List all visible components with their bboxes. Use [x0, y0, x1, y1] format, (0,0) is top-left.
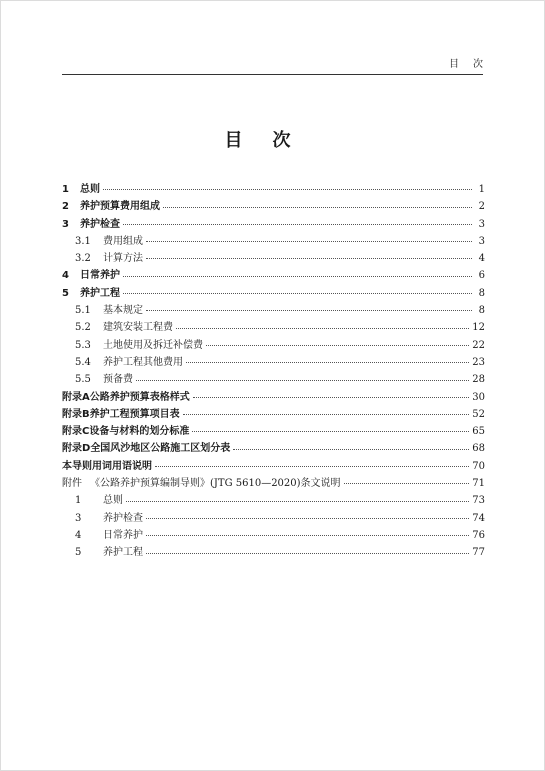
- toc-entry-label: 计算方法: [103, 253, 143, 265]
- toc-entry: [62, 389, 485, 406]
- toc-entry: [62, 492, 485, 509]
- toc-entry-page: 68: [472, 443, 485, 455]
- toc-entry-page: 65: [472, 426, 485, 438]
- toc-dot-leader: [186, 361, 469, 363]
- toc-entry-number: 附录C: [62, 426, 90, 438]
- toc-entry-number: 5.1: [75, 305, 91, 317]
- toc-entry-number: 3.1: [75, 235, 91, 247]
- toc-dot-leader: [123, 223, 472, 225]
- toc-entry: [62, 440, 485, 457]
- toc-entry-label: 设备与材料的划分标准: [89, 426, 190, 438]
- toc-dot-leader: [233, 448, 469, 450]
- toc-entry-number: 5.2: [75, 322, 91, 334]
- toc-dot-leader: [126, 500, 469, 502]
- toc-entry-page: 74: [472, 512, 485, 524]
- toc-entry-label: 基本规定: [103, 305, 143, 317]
- toc-entry: [62, 267, 485, 284]
- toc-entry-number: 3.2: [75, 253, 91, 265]
- toc-dot-leader: [123, 275, 472, 277]
- toc-entry-label: 养护工程: [103, 547, 143, 559]
- toc-entry: [62, 198, 485, 215]
- toc-entry: [62, 544, 485, 561]
- toc-entry-page: 2: [478, 201, 485, 213]
- toc-entry-label: 总则: [103, 495, 123, 507]
- toc-entry-page: 52: [472, 408, 485, 420]
- toc-entry-page: 3: [478, 218, 485, 230]
- running-header-title: 目次: [449, 59, 497, 70]
- toc-entry-label: 养护工程: [80, 287, 120, 299]
- page-title: 目次: [224, 130, 321, 151]
- toc-dot-leader: [146, 309, 472, 311]
- toc-dot-leader: [192, 430, 469, 432]
- toc-entry: [62, 527, 485, 544]
- toc-dot-leader: [163, 206, 472, 208]
- toc-entry-number: 5.4: [75, 356, 91, 368]
- toc-dot-leader: [123, 292, 472, 294]
- toc-entry-label: 《公路养护预算编制导则》(JTG 5610—2020)条文说明: [90, 478, 341, 490]
- toc-dot-leader: [155, 465, 469, 467]
- toc-entry: [62, 458, 485, 475]
- running-header: [62, 55, 497, 75]
- toc-entry-number: 3: [62, 218, 69, 230]
- toc-entry-page: 71: [472, 478, 485, 490]
- table-of-contents: [62, 181, 485, 562]
- toc-dot-leader: [146, 257, 472, 259]
- toc-dot-leader: [206, 344, 469, 346]
- toc-entry-label: 养护检查: [80, 218, 120, 230]
- toc-entry-page: 8: [478, 305, 485, 317]
- toc-entry-number: 5.3: [75, 339, 91, 351]
- toc-entry-label: 预备费: [103, 374, 133, 386]
- toc-entry: [62, 475, 485, 492]
- toc-entry-number: 1: [62, 184, 69, 195]
- toc-entry-page: 76: [472, 529, 485, 541]
- toc-entry-label: 本导则用词用语说明: [62, 460, 152, 472]
- toc-entry-label: 日常养护: [103, 529, 143, 541]
- toc-entry-page: 8: [478, 287, 485, 299]
- toc-dot-leader: [146, 534, 469, 536]
- toc-dot-leader: [146, 517, 469, 519]
- toc-entry-number: 附录D: [62, 443, 91, 455]
- toc-entry-label: 养护预算费用组成: [80, 201, 160, 213]
- toc-entry-number: 5: [75, 547, 82, 559]
- toc-dot-leader: [176, 327, 469, 329]
- toc-entry-page: 12: [472, 322, 485, 334]
- toc-entry: [62, 319, 485, 336]
- toc-entry: [62, 406, 485, 423]
- toc-dot-leader: [146, 240, 472, 242]
- toc-entry-label: 费用组成: [103, 235, 143, 247]
- toc-entry: [62, 510, 485, 527]
- toc-entry-page: 70: [472, 460, 485, 472]
- toc-dot-leader: [183, 413, 470, 415]
- toc-dot-leader: [103, 188, 472, 190]
- toc-entry-number: 1: [75, 495, 82, 507]
- toc-entry-page: 73: [472, 495, 485, 507]
- toc-entry: [62, 337, 485, 354]
- toc-entry-number: 4: [62, 270, 69, 282]
- toc-dot-leader: [193, 396, 470, 398]
- toc-dot-leader: [344, 482, 470, 484]
- toc-entry-page: 3: [478, 235, 485, 247]
- toc-entry-number: 5.5: [75, 374, 91, 386]
- toc-entry-number: 附录A: [62, 391, 90, 403]
- toc-entry-label: 土地使用及拆迁补偿费: [103, 339, 203, 351]
- toc-entry: [62, 250, 485, 267]
- toc-entry-label: 总则: [80, 184, 100, 195]
- toc-entry-label: 养护检查: [103, 512, 143, 524]
- toc-entry-label: 养护工程预算项目表: [89, 408, 180, 420]
- toc-entry-label: 建筑安装工程费: [103, 322, 173, 334]
- toc-entry: [62, 216, 485, 233]
- toc-entry-label: 公路养护预算表格样式: [89, 391, 190, 403]
- toc-entry-page: 23: [472, 356, 485, 368]
- toc-dot-leader: [136, 379, 469, 381]
- toc-entry-number: 3: [75, 512, 82, 524]
- toc-entry-label: 日常养护: [80, 270, 120, 282]
- toc-entry: [62, 181, 485, 198]
- toc-entry-label: 全国风沙地区公路施工区划分表: [90, 443, 231, 455]
- toc-entry-page: 28: [472, 374, 485, 386]
- toc-entry-number: 5: [62, 287, 69, 299]
- toc-entry-page: 30: [472, 391, 485, 403]
- toc-entry-page: 6: [478, 270, 485, 282]
- toc-entry-label: 养护工程其他费用: [103, 356, 183, 368]
- toc-entry-number: 附录B: [62, 408, 90, 420]
- toc-entry: [62, 233, 485, 250]
- toc-entry-number: 4: [75, 529, 82, 541]
- toc-entry-page: 77: [472, 547, 485, 559]
- toc-entry: [62, 423, 485, 440]
- toc-entry-page: 22: [472, 339, 485, 351]
- toc-entry: [62, 285, 485, 302]
- toc-entry-number: 附件: [62, 478, 82, 490]
- toc-entry: [62, 371, 485, 388]
- toc-dot-leader: [146, 552, 469, 554]
- toc-entry: [62, 302, 485, 319]
- toc-entry-number: 2: [62, 201, 69, 213]
- toc-entry-page: 1: [478, 184, 485, 195]
- toc-entry-page: 4: [478, 253, 485, 265]
- toc-entry: [62, 354, 485, 371]
